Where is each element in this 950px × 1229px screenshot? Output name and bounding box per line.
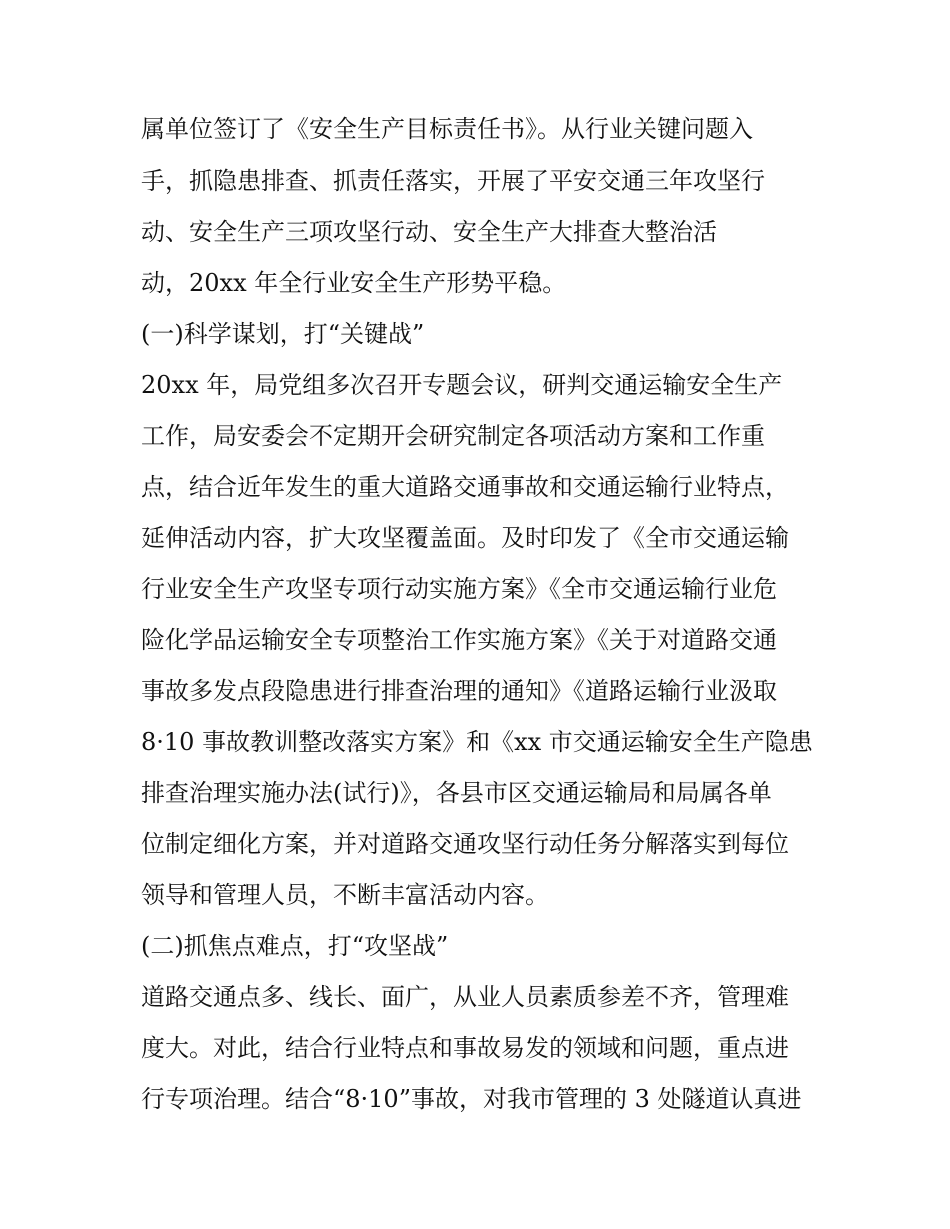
text-line-4: 动，20xx 年全行业安全生产形势平稳。 xyxy=(141,269,567,297)
text-line-12: 事故多发点段隐患进行排查治理的通知》《道路运输行业汲取 xyxy=(141,677,777,705)
text-line-10: 行业安全生产攻坚专项行动实施方案》《全市交通运输行业危 xyxy=(141,575,777,603)
text-line-11: 险化学品运输安全专项整治工作实施方案》《关于对道路交通 xyxy=(141,626,777,654)
text-line-15: 位制定细化方案，并对道路交通攻坚行动任务分解落实到每位 xyxy=(141,830,789,858)
text-line-18: 道路交通点多、线长、面广，从业人员素质参差不齐，管理难 xyxy=(141,983,789,1011)
section-heading-2: (二)抓焦点难点，打“攻坚战” xyxy=(141,932,449,960)
text-line-3: 动、安全生产三项攻坚行动、安全生产大排查大整治活 xyxy=(141,218,717,246)
text-line-7: 工作，局安委会不定期开会研究制定各项活动方案和工作重 xyxy=(141,422,765,450)
text-line-16: 领导和管理人员，不断丰富活动内容。 xyxy=(141,881,549,909)
text-line-1: 属单位签订了《安全生产目标责任书》。从行业关键问题入 xyxy=(141,115,753,143)
text-line-20: 行专项治理。结合“8·10”事故，对我市管理的 3 处隧道认真进 xyxy=(141,1085,802,1113)
text-line-2: 手，抓隐患排查、抓责任落实，开展了平安交通三年攻坚行 xyxy=(141,167,765,195)
text-line-8: 点，结合近年发生的重大道路交通事故和交通运输行业特点， xyxy=(141,473,789,501)
section-heading-1: (一)科学谋划，打“关键战” xyxy=(141,320,425,348)
text-line-13: 8·10 事故教训整改落实方案》和《xx 市交通运输安全生产隐患 xyxy=(141,728,813,756)
text-line-19: 度大。对此，结合行业特点和事故易发的领域和问题，重点进 xyxy=(141,1034,789,1062)
text-line-9: 延伸活动内容，扩大攻坚覆盖面。及时印发了《全市交通运输 xyxy=(141,524,789,552)
text-line-14: 排查治理实施办法(试行)》，各县市区交通运输局和局属各单 xyxy=(141,779,772,807)
text-line-6: 20xx 年，局党组多次召开专题会议，研判交通运输安全生产 xyxy=(141,371,783,399)
